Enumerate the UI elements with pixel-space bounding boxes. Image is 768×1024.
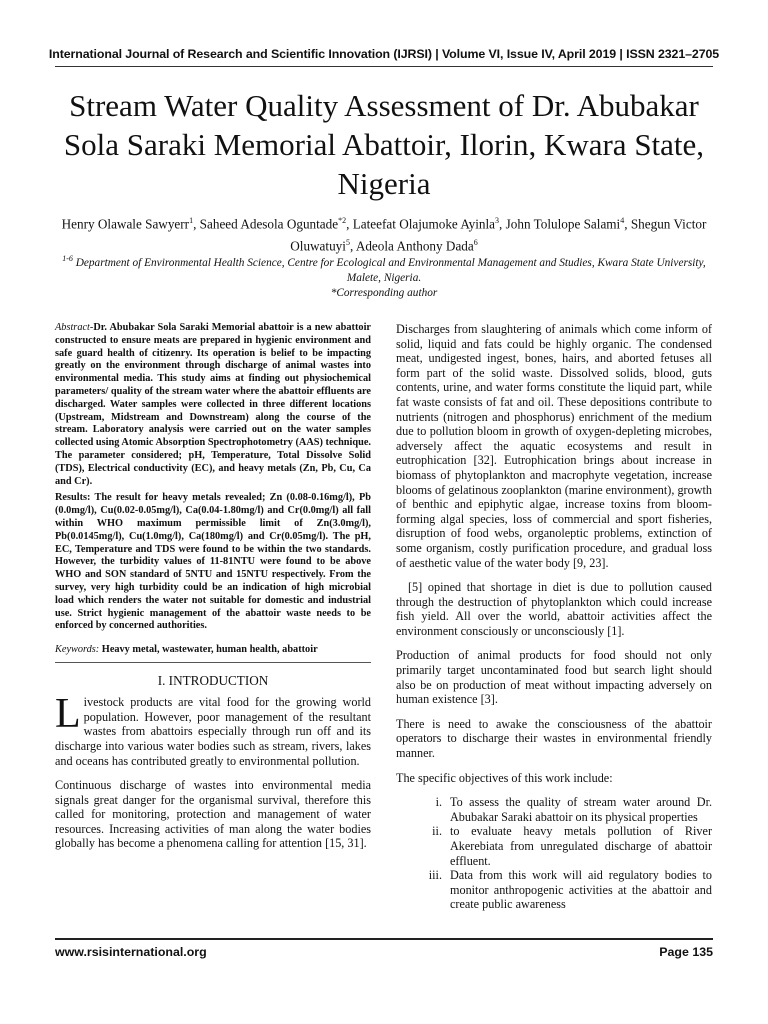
author-affil-mark: 1: [189, 216, 194, 225]
affiliation-text: Department of Environmental Health Science, Centre for Ecological and Environmental Management and Studies, Kwara State University, Malete, Nigeria.: [75, 256, 706, 284]
abstract-text: Dr. Abubakar Sola Saraki Memorial abattoir is a new abattoir constructed to ensure meats are prepared in hygienic environment and safe guard health of citizenry. Its operation is belief to be impacting greatly on the environment through discharge of animal wastes into environmental media. This study aims at finding out physiochemical parameters/ quality of the stream water where the abattoir effluents are discharged. Water samples were collected in three different locations (Upstream, Midstream and Downstream) along the course of the stream. Laboratory analysis were carried out on the water samples collected using Atomic Absorption Spectrophotometry (AAS) technique. The parameter considered; pH, Temperature, Total Dissolve Solid (TDS), Electrical conductivity (EC), and heavy metals (Zn, Pb, Cu, Ca and Cr).: [55, 322, 371, 487]
author-name: John Tolulope Salami: [505, 216, 621, 232]
intro-paragraph: Continuous discharge of wastes into environmental media signals great danger for the organismal survival, therefore this called for monitoring, protection and management of water resources. Increasing activities of man along the water bodies globally has become a phenomena calling for attention [15, 31].: [55, 778, 371, 851]
paper-title: Stream Water Quality Assessment of Dr. Abubakar Sola Saraki Memorial Abattoir, Ilorin, Kwara State, Nigeria: [63, 88, 705, 201]
objective-text: Data from this work will aid regulatory bodies to monitor anthropogenic activities at the abattoir and create public awareness: [450, 868, 712, 912]
right-column: [396, 322, 712, 912]
author-list: Henry Olawale Sawyerr$^1$, Saheed Adesola Oguntade$^{*2}$, Lateefat Olajumoke Ayinla$^3$, John Tolulope Salami$^4$, Shegun Victor Oluwatuyi$^5$, Adeola Anthony Dada$^6$: [61, 216, 707, 254]
abstract-results: Results: The result for heavy metals revealed; Zn (0.08-0.16mg/l), Pb (0.0mg/l), Cu(0.02-0.05mg/l), Ca(0.04-1.80mg/l) and Cr(0.0mg/l) all fall within WHO maximum permissible limit of Zn(3.0mg/l), Pb(0.0145mg/l), Cu(1.0mg/l), Ca(180mg/l) and Cr(0.05mg/l). The pH, EC, Temperature and TDS were found to be within the two standards. However, the turbidity values of 11-81NTU were found to be above WHO and SON standard of 5NTU and 15NTU respectively. From the survey, very high turbidity could be an indication of high microbial load which renders the water not suitable for domestic and industrial use. Strict hygienic management of the abattoir waste needs to be enforced by concerned authorities.: [55, 492, 371, 632]
author-name: Henry Olawale Sawyerr: [61, 216, 190, 232]
author-affil-mark: 4: [620, 216, 625, 225]
objective-number: iii.: [428, 868, 442, 883]
author-affil-mark: 5: [345, 238, 350, 248]
objective-text: To assess the quality of stream water around Dr. Abubakar Saraki abattoir on its physical properties: [450, 795, 712, 824]
footer-website: www.rsisinternational.org: [55, 945, 207, 959]
abstract: [55, 322, 371, 488]
author-name: Lateefat Olajumoke Ayinla: [352, 216, 496, 232]
author-name: Shegun Victor Oluwatuyi: [290, 216, 707, 254]
author-name: Adeola Anthony Dada: [355, 238, 474, 254]
author-affil-mark: 3: [495, 216, 500, 225]
keywords-text: Heavy metal, wastewater, human health, abattoir: [99, 644, 318, 656]
intro-paragraph: Livestock products are vital food for the growing world population. However, poor management of the resultant wastes from abattoirs especially through run off and its discharge into various water bodies such as stream, rivers, lakes and oceans has contributed greatly to environmental pollution.: [55, 691, 371, 768]
author-name: Saheed Adesola Oguntade: [199, 216, 339, 232]
section-heading: I. INTRODUCTION: [157, 673, 269, 689]
objectives-intro: The specific objectives of this work include:: [396, 770, 613, 785]
page-number: Page 135: [659, 945, 713, 959]
left-column: [55, 322, 371, 861]
objective-number: ii.: [432, 824, 442, 839]
affiliation-mark: 1-6: [62, 254, 73, 263]
objective-item: [396, 795, 712, 824]
keywords-label: Keywords:: [55, 644, 100, 656]
objectives-list: [396, 795, 712, 912]
author-affil-mark: *2: [338, 216, 347, 225]
header-rule: [55, 66, 713, 67]
corresponding-author-note: *Corresponding author: [330, 286, 438, 299]
keywords: [55, 643, 371, 663]
body-paragraph: There is need to awake the consciousness of the abattoir operators to discharge their wastes in environmental friendly manner.: [396, 716, 712, 761]
affiliation: [55, 251, 713, 301]
author-affil-mark: 6: [473, 238, 478, 248]
abstract-label: Abstract-: [55, 322, 94, 333]
objective-number: i.: [435, 795, 442, 810]
journal-header: International Journal of Research and Scientific Innovation (IJRSI) | Volume VI, Issue IV, April 2019 | ISSN 2321–2705: [48, 47, 720, 61]
objective-item: [396, 824, 712, 868]
body-paragraph: [5] opined that shortage in diet is due to pollution caused through the destruction of phytoplankton which could increase fish yield. All over the world, abattoir activities affect the environment consciously or unconsciously [1].: [396, 580, 712, 638]
body-paragraph: Production of animal products for food should not only primarily target uncontaminated food but search light should also be on production of meat without impacting adversely on human existence [3].: [396, 648, 712, 707]
objective-item: [396, 868, 712, 912]
objective-text: to evaluate heavy metals pollution of River Akerebiata from unregulated discharge of abattoir effluent.: [450, 824, 712, 868]
footer-rule: [55, 938, 713, 940]
body-paragraph: Discharges from slaughtering of animals which come inform of solid, liquid and fats could be highly organic. The condensed meat, undigested ingest, bones, hairs, and aborted fetuses all form part of the solid waste. Dissolved solids, blood, guts contents, urine, and water forms constitute the liquid part, while fat waste consists of fat and oil. These depositions contribute to nutrients (nitrogen and phosphorus) enrichment of the medium due to pollution bloom in growth of oxygen-depleting microbes, adversely affect the aquatic ecosystems and result in eutrophication [32]. Eutrophication brings about increase in biomass of phytoplankton and macrophyte vegetation, increase blooms of gelatinous zooplankton (marine environment), growth of benthic and epiphytic algae, increase toxins from bloom-forming algal species, loss of commercial and sport fisheries, disruption of food webs, organoleptic problems, extinction of some organism, costly purification procedure, and gradual loss of aesthetic value of the water body [9, 23].: [396, 322, 712, 570]
